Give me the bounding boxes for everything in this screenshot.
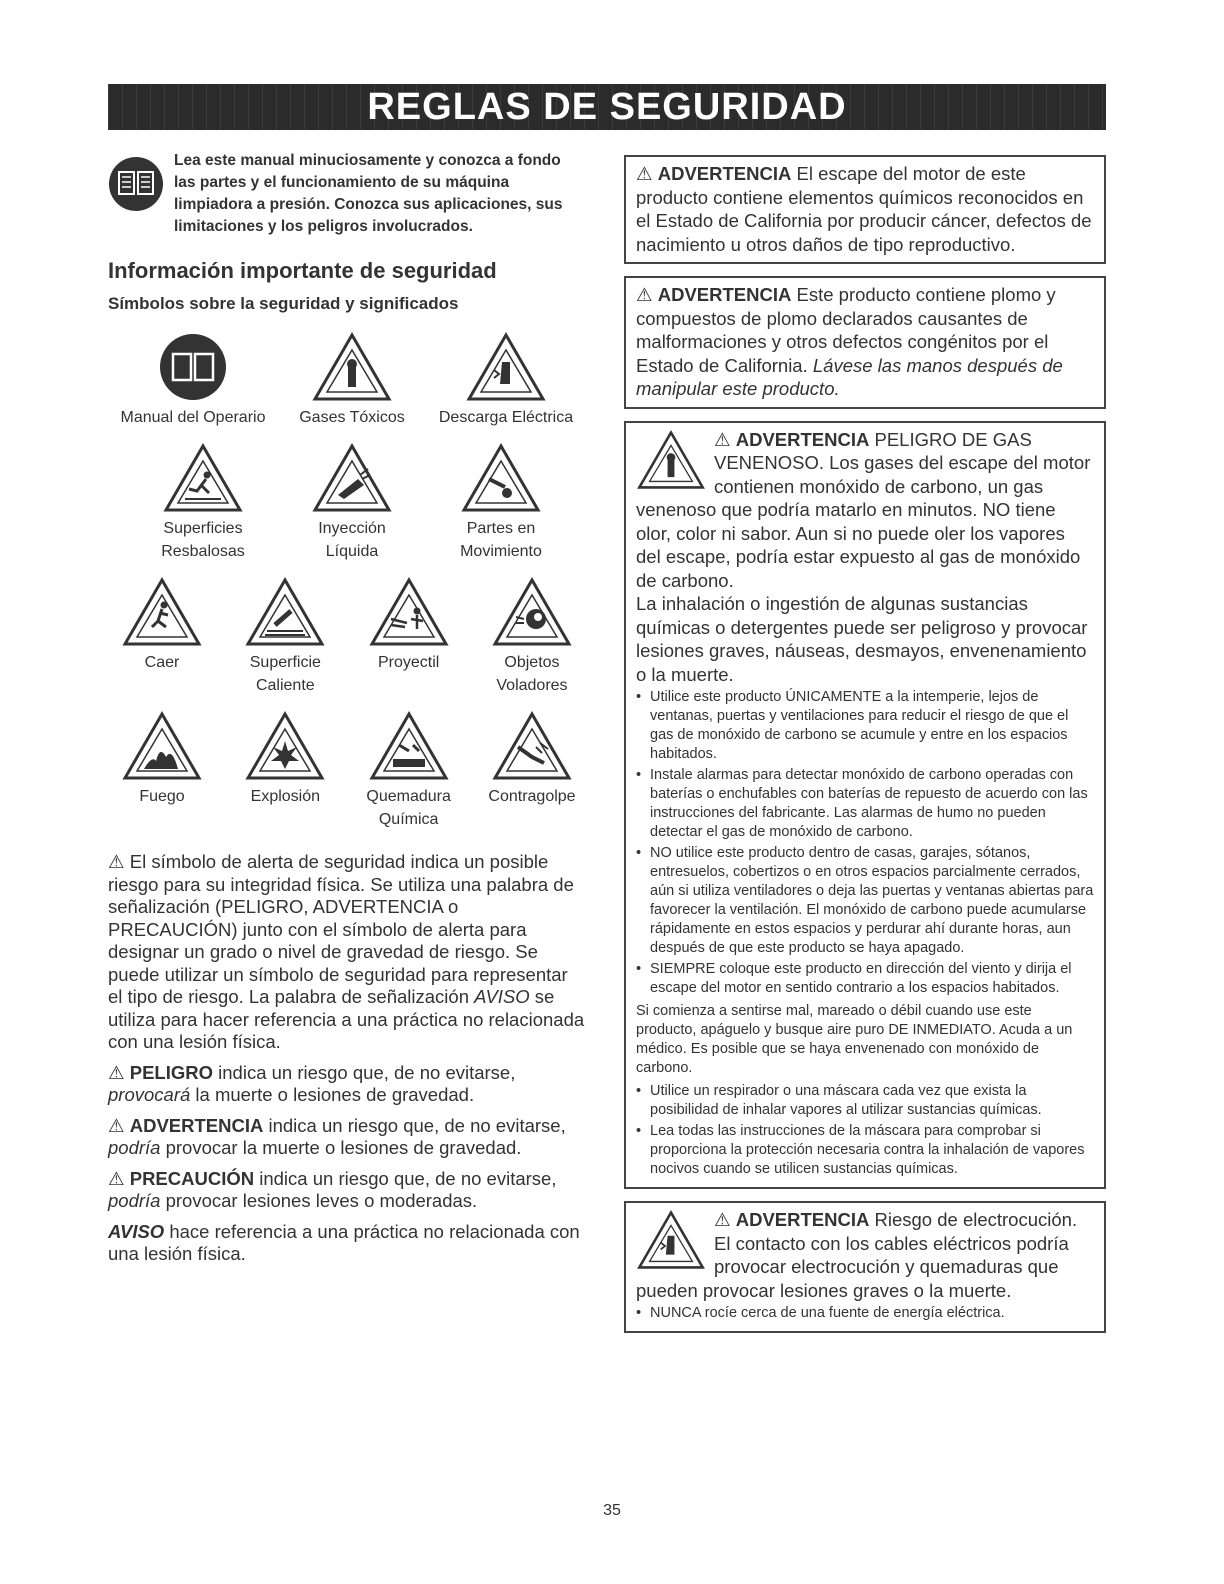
warning-label: ADVERTENCIA [735, 1209, 870, 1230]
advertencia-label: ADVERTENCIA [129, 1114, 264, 1136]
liquid-injection-icon [312, 443, 392, 513]
alert-symbol-paragraph [108, 851, 586, 1054]
advertencia-text: indica un riesgo que, de no evitarse, [263, 1114, 566, 1136]
bullet-item: • NUNCA rocíe cerca de una fuente de energía eléctrica. [636, 1304, 1094, 1323]
right-column [624, 155, 1106, 1345]
peligro-text: indica un riesgo que, de no evitarse, [213, 1061, 516, 1083]
peligro-text-end: la muerte o lesiones de gravedad. [190, 1084, 475, 1105]
symbol-electric-shock [426, 332, 586, 429]
aviso-label: AVISO [108, 1220, 165, 1242]
precaucion-label: PRECAUCIÓN [129, 1167, 255, 1189]
bullet-item: • Instale alarmas para detectar monóxido de carbono operadas con baterías o enchufables con baterías de repuesto de acuerdo con las instrucciones del fabricante. Las alarmas de humo no pueden detectar el gas de monóxido de carbono. [636, 766, 1094, 842]
symbol-label-2: Caliente [255, 677, 315, 694]
intro [108, 150, 586, 238]
bullet-item: • Utilice un respirador o una máscara cada vez que exista la posibilidad de inhalar vapores al utilizar sustancias químicas. [636, 1082, 1094, 1120]
explosion-icon [245, 711, 325, 781]
manual-operator-icon [158, 332, 228, 402]
symbol-projectile [355, 577, 463, 697]
alert-icon: ⚠ [108, 1061, 125, 1083]
aviso-text: hace referencia a una práctica no relacionada con una lesión física. [108, 1220, 580, 1264]
symbol-label: Manual del Operario [120, 409, 266, 426]
alert-icon: ⚠ [636, 163, 653, 184]
symbol-label-2: Movimiento [460, 543, 542, 560]
warning-box-lead [624, 276, 1106, 409]
warning-text: Riesgo de electrocución. El contacto con los cables eléctricos podría provocar electrocución y quemaduras que pueden provocar lesiones graves o la muerte. [636, 1209, 1078, 1301]
warning-bullets [636, 1304, 1094, 1323]
warning-label: ADVERTENCIA [657, 163, 792, 184]
electric-shock-icon [636, 1210, 706, 1270]
section-subtitle: Símbolos sobre la seguridad y significados [108, 294, 459, 313]
slippery-surface-icon [163, 443, 243, 513]
symbol-label-2: Química [378, 811, 439, 828]
peligro-italic: provocará [108, 1084, 191, 1105]
symbol-label-2: Resbalosas [161, 543, 245, 560]
alert-icon: ⚠ [108, 1167, 125, 1189]
alert-symbol-text-end: se utiliza para hacer referencia a una práctica no relacionada con una lesión física. [108, 986, 585, 1052]
symbol-fall [108, 577, 216, 697]
flying-objects-icon [492, 577, 572, 647]
symbol-hot-surface [231, 577, 339, 697]
electric-shock-icon [466, 332, 546, 402]
left-column [108, 150, 586, 1274]
advertencia-italic: podría [108, 1137, 161, 1158]
alert-symbol-text: El símbolo de alerta de seguridad indica un posible riesgo para su integridad física. Se utiliza una palabra de señalización (PELIGRO, ADVERTENCIA o PRECAUCIÓN) junto con el símbolo de alerta para designar un grado o nivel de gravedad de riesgo. Se puede utilizar un símbolo de seguridad para representar el tipo de riesgo. La palabra de señalización [108, 851, 574, 1007]
symbol-label: Descarga Eléctrica [438, 409, 574, 426]
chemical-burn-icon [369, 711, 449, 781]
symbol-label-1: Fuego [139, 788, 185, 805]
symbol-label-1: Superficies [163, 520, 243, 537]
symbol-explosion [231, 711, 339, 831]
warning-box-electrocution [624, 1201, 1106, 1333]
symbol-label-1: Contragolpe [488, 788, 576, 805]
symbol-flying-objects [478, 577, 586, 697]
warning-p3: Si comienza a sentirse mal, mareado o débil cuando use este producto, apáguelo y busque aire puro DE INMEDIATO. Acuda a un médico. Es posible que se haya envenenado con monóxido de carbono. [636, 1003, 1073, 1076]
warning-bullets-1 [636, 688, 1094, 998]
bullet-item: • SIEMPRE coloque este producto en dirección del viento y dirija el escape del motor en sentido contrario a los espacios habitados. [636, 960, 1094, 998]
symbol-label: Gases Tóxicos [299, 409, 405, 426]
symbol-label-1: Partes en [466, 520, 536, 537]
symbol-label-2: Voladores [496, 677, 568, 694]
section-title: Información importante de seguridad [108, 258, 497, 283]
symbol-label-1: Proyectil [377, 654, 440, 671]
symbol-label-1: Objetos [504, 654, 560, 671]
precaucion-italic: podría [108, 1190, 161, 1211]
symbol-liquid-injection [287, 443, 417, 563]
peligro-paragraph [108, 1062, 586, 1107]
kickback-icon [492, 711, 572, 781]
alert-icon: ⚠ [108, 1114, 125, 1136]
banner-title: REGLAS DE SEGURIDAD [367, 85, 847, 128]
alert-icon: ⚠ [636, 284, 653, 305]
warning-label: ADVERTENCIA [657, 284, 792, 305]
fire-icon [122, 711, 202, 781]
symbol-toxic-gas [287, 332, 417, 429]
alert-icon: ⚠ [714, 1209, 731, 1230]
precaucion-text: indica un riesgo que, de no evitarse, [254, 1167, 557, 1189]
bullet-item: • Lea todas las instrucciones de la máscara para comprobar si proporciona la protección necesaria contra la inhalación de vapores nocivos cuando se utilicen sustancias químicas. [636, 1122, 1094, 1179]
symbol-label-2: Líquida [325, 543, 379, 560]
symbol-chemical-burn [355, 711, 463, 831]
fall-icon [122, 577, 202, 647]
warning-text: Este producto contiene plomo y compuestos de plomo declarados causantes de malformaciones y otros defectos congénitos por el Estado de California. [636, 284, 1056, 376]
warning-text: El escape del motor de este producto contiene elementos químicos reconocidos en el Estado de California por producir cáncer, defectos de nacimiento u otros daños de tipo reproductivo. [636, 163, 1092, 255]
warning-italic: Lávese las manos después de manipular este producto. [636, 354, 1063, 399]
symbol-label-1: Superficie [249, 654, 321, 671]
manual-icon [108, 156, 164, 212]
warning-bullets-2 [636, 1082, 1094, 1179]
warning-head: PELIGRO DE GAS VENENOSO. Los gases del escape del motor contienen monóxido de carbono, un gas venenoso que podría matarlo en minutos. NO tiene olor, color ni sabor. Aun si no puede oler los vapores del escape, podría estar expuesto al gas de monóxido de carbono. [636, 428, 1091, 591]
symbol-moving-parts [436, 443, 566, 563]
warning-p2: La inhalación o ingestión de algunas sustancias químicas o detergentes puede ser peligroso y provocar lesiones graves, náuseas, desmayos, envenenamiento o la muerte. [636, 593, 1088, 685]
page-banner [108, 84, 1106, 130]
precaucion-text-end: provocar lesiones leves o moderadas. [160, 1190, 478, 1211]
intro-text: Lea este manual minuciosamente y conozca a fondo las partes y el funcionamiento de su máquina limpiadora a presión. Conozca sus aplicaciones, sus limitaciones y los peligros involucrados. [174, 152, 563, 235]
symbol-label-1: Quemadura [366, 788, 451, 805]
projectile-icon [369, 577, 449, 647]
bullet-item: • Utilice este producto ÚNICAMENTE a la intemperie, lejos de ventanas, puertas y ventilaciones para reducir el riesgo de que el gas de monóxido de carbono se acumule y entre en los espacios habitados. [636, 688, 1094, 764]
aviso-word: AVISO [474, 986, 530, 1007]
symbol-row-3 [108, 577, 586, 697]
symbol-label-1: Inyección [318, 520, 386, 537]
symbol-kickback [478, 711, 586, 831]
symbol-row-4 [108, 711, 586, 831]
warning-box-cancer [624, 155, 1106, 264]
warning-box-gas [624, 421, 1106, 1190]
symbol-manual [108, 332, 278, 429]
symbol-row-1 [108, 332, 586, 429]
symbol-fire [108, 711, 216, 831]
advertencia-text-end: provocar la muerte o lesiones de gravedad. [160, 1137, 522, 1158]
precaucion-paragraph [108, 1168, 586, 1213]
symbol-slippery [138, 443, 268, 563]
peligro-label: PELIGRO [129, 1061, 213, 1083]
symbol-row-2 [138, 443, 566, 563]
bullet-item: • NO utilice este producto dentro de casas, garajes, sótanos, entresuelos, cobertizos o en otros espacios parcialmente cerrados, aún si utiliza ventiladores o deja las puertas y ventanas abiertas para favorecer la ventilación. El monóxido de carbono puede acumularse rápidamente en estos espacios y perdurar ahí durante horas, aun después de que este producto se haya apagado. [636, 844, 1094, 958]
symbol-label-1: Explosión [250, 788, 321, 805]
toxic-gas-icon [312, 332, 392, 402]
alert-icon: ⚠ [108, 851, 125, 872]
warning-label: ADVERTENCIA [735, 428, 870, 450]
aviso-paragraph [108, 1221, 586, 1266]
hot-surface-icon [245, 577, 325, 647]
page-number: 35 [603, 1502, 621, 1519]
advertencia-paragraph [108, 1115, 586, 1160]
toxic-gas-icon [636, 430, 706, 490]
moving-parts-icon [461, 443, 541, 513]
alert-icon: ⚠ [714, 428, 731, 450]
symbol-label-1: Caer [144, 654, 180, 671]
